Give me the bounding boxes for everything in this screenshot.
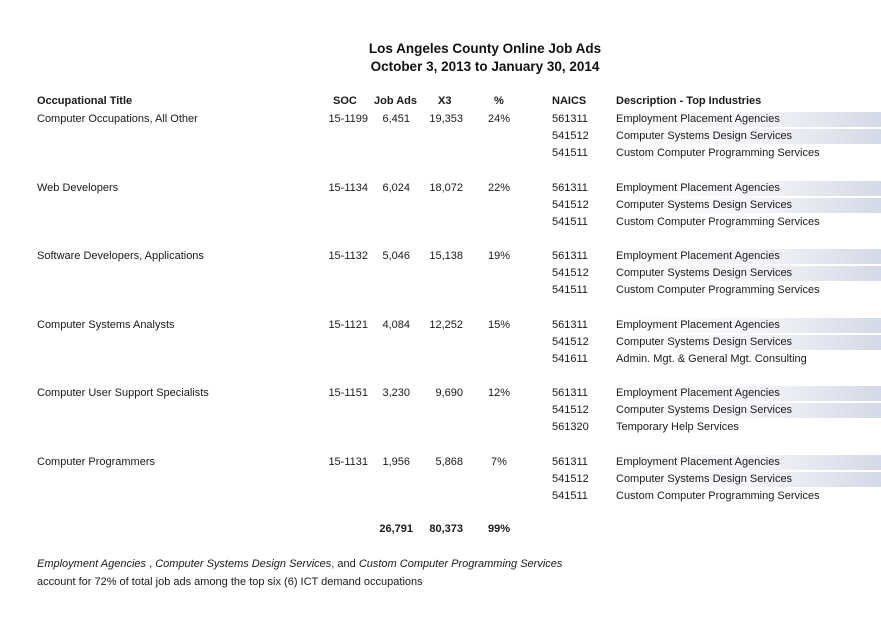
naics-code: 541512 xyxy=(552,473,589,485)
total-job-ads: 26,791 xyxy=(379,523,413,535)
industry-description: Employment Placement Agencies xyxy=(612,318,881,333)
industry-description: Employment Placement Agencies xyxy=(612,249,881,264)
naics-code: 561311 xyxy=(552,387,588,399)
footer-italic-employment: Employment Agencies xyxy=(37,558,147,570)
x3-value: 19,353 xyxy=(429,113,463,125)
percent-value: 24% xyxy=(487,113,511,125)
naics-code: 541511 xyxy=(552,147,588,159)
soc-code: 15-1131 xyxy=(328,456,368,468)
naics-code: 561320 xyxy=(552,421,589,433)
industry-description: Temporary Help Services xyxy=(616,421,739,433)
job-ads-count: 6,024 xyxy=(382,182,410,194)
naics-code: 561311 xyxy=(552,113,588,125)
soc-code: 15-1134 xyxy=(328,182,368,194)
percent-value: 19% xyxy=(487,250,511,262)
footer-separator-1: , xyxy=(146,558,156,570)
header-job-ads: Job Ads xyxy=(374,95,417,107)
occupation-title: Computer User Support Specialists xyxy=(37,387,209,399)
industry-description: Computer Systems Design Services xyxy=(612,266,881,281)
industry-description: Employment Placement Agencies xyxy=(612,112,881,127)
naics-code: 541512 xyxy=(552,404,589,416)
industry-description: Custom Computer Programming Services xyxy=(616,490,820,502)
naics-code: 541512 xyxy=(552,267,589,279)
occupation-title: Computer Systems Analysts xyxy=(37,319,175,331)
industry-description: Employment Placement Agencies xyxy=(612,455,881,470)
total-x3: 80,373 xyxy=(429,523,463,535)
naics-code: 561311 xyxy=(552,456,588,468)
footer-separator-2: , and xyxy=(331,558,359,570)
footer-note-line2: account for 72% of total job ads among the top six (6) ICT demand occupations xyxy=(37,576,423,588)
soc-code: 15-1199 xyxy=(328,113,368,125)
job-ads-count: 1,956 xyxy=(382,456,410,468)
naics-code: 541511 xyxy=(552,216,588,228)
occupation-title: Web Developers xyxy=(37,182,119,194)
industry-description: Custom Computer Programming Services xyxy=(616,284,820,296)
job-ads-count: 4,084 xyxy=(382,319,410,331)
naics-code: 541512 xyxy=(552,130,589,142)
occupation-title: Computer Programmers xyxy=(37,456,155,468)
soc-code: 15-1121 xyxy=(328,319,368,331)
industry-description: Computer Systems Design Services xyxy=(612,335,881,350)
naics-code: 541611 xyxy=(552,353,588,365)
x3-value: 18,072 xyxy=(429,182,463,194)
header-x3: X3 xyxy=(438,95,452,107)
naics-code: 561311 xyxy=(552,319,588,331)
soc-code: 15-1151 xyxy=(328,387,368,399)
industry-description: Computer Systems Design Services xyxy=(612,198,881,213)
job-ads-count: 5,046 xyxy=(382,250,410,262)
header-pct: % xyxy=(494,95,504,107)
industry-description: Computer Systems Design Services xyxy=(612,129,881,144)
industry-description: Computer Systems Design Services xyxy=(612,472,881,487)
header-occupational-title: Occupational Title xyxy=(37,95,133,107)
footer-note-line1 xyxy=(37,558,562,570)
industry-description: Computer Systems Design Services xyxy=(612,403,881,418)
total-pct: 99% xyxy=(487,523,511,535)
job-ads-count: 6,451 xyxy=(382,113,410,125)
occupation-title: Software Developers, Applications xyxy=(37,250,204,262)
header-naics: NAICS xyxy=(552,95,587,107)
percent-value: 7% xyxy=(491,456,507,468)
industry-description: Custom Computer Programming Services xyxy=(616,216,820,228)
naics-code: 541511 xyxy=(552,284,588,296)
occupation-title: Computer Occupations, All Other xyxy=(37,113,198,125)
x3-value: 12,252 xyxy=(429,319,463,331)
percent-value: 12% xyxy=(487,387,511,399)
header-soc: SOC xyxy=(333,95,357,107)
page-subtitle: October 3, 2013 to January 30, 2014 xyxy=(370,59,600,74)
industry-description: Employment Placement Agencies xyxy=(612,181,881,196)
page-title: Los Angeles County Online Job Ads xyxy=(368,41,602,56)
footer-italic-systems-design: Computer Systems Design Services xyxy=(155,558,332,570)
naics-code: 541511 xyxy=(552,490,588,502)
x3-value: 15,138 xyxy=(429,250,463,262)
industry-description: Admin. Mgt. & General Mgt. Consulting xyxy=(616,353,807,365)
footer-italic-custom-programming: Custom Computer Programming Services xyxy=(358,558,563,570)
industry-description: Employment Placement Agencies xyxy=(612,386,881,401)
x3-value: 5,868 xyxy=(435,456,463,468)
percent-value: 22% xyxy=(487,182,511,194)
x3-value: 9,690 xyxy=(435,387,463,399)
naics-code: 561311 xyxy=(552,182,588,194)
naics-code: 541512 xyxy=(552,336,589,348)
naics-code: 561311 xyxy=(552,250,588,262)
header-description: Description - Top Industries xyxy=(616,95,762,107)
percent-value: 15% xyxy=(487,319,511,331)
industry-description: Custom Computer Programming Services xyxy=(616,147,820,159)
job-ads-count: 3,230 xyxy=(382,387,410,399)
naics-code: 541512 xyxy=(552,199,589,211)
soc-code: 15-1132 xyxy=(328,250,368,262)
